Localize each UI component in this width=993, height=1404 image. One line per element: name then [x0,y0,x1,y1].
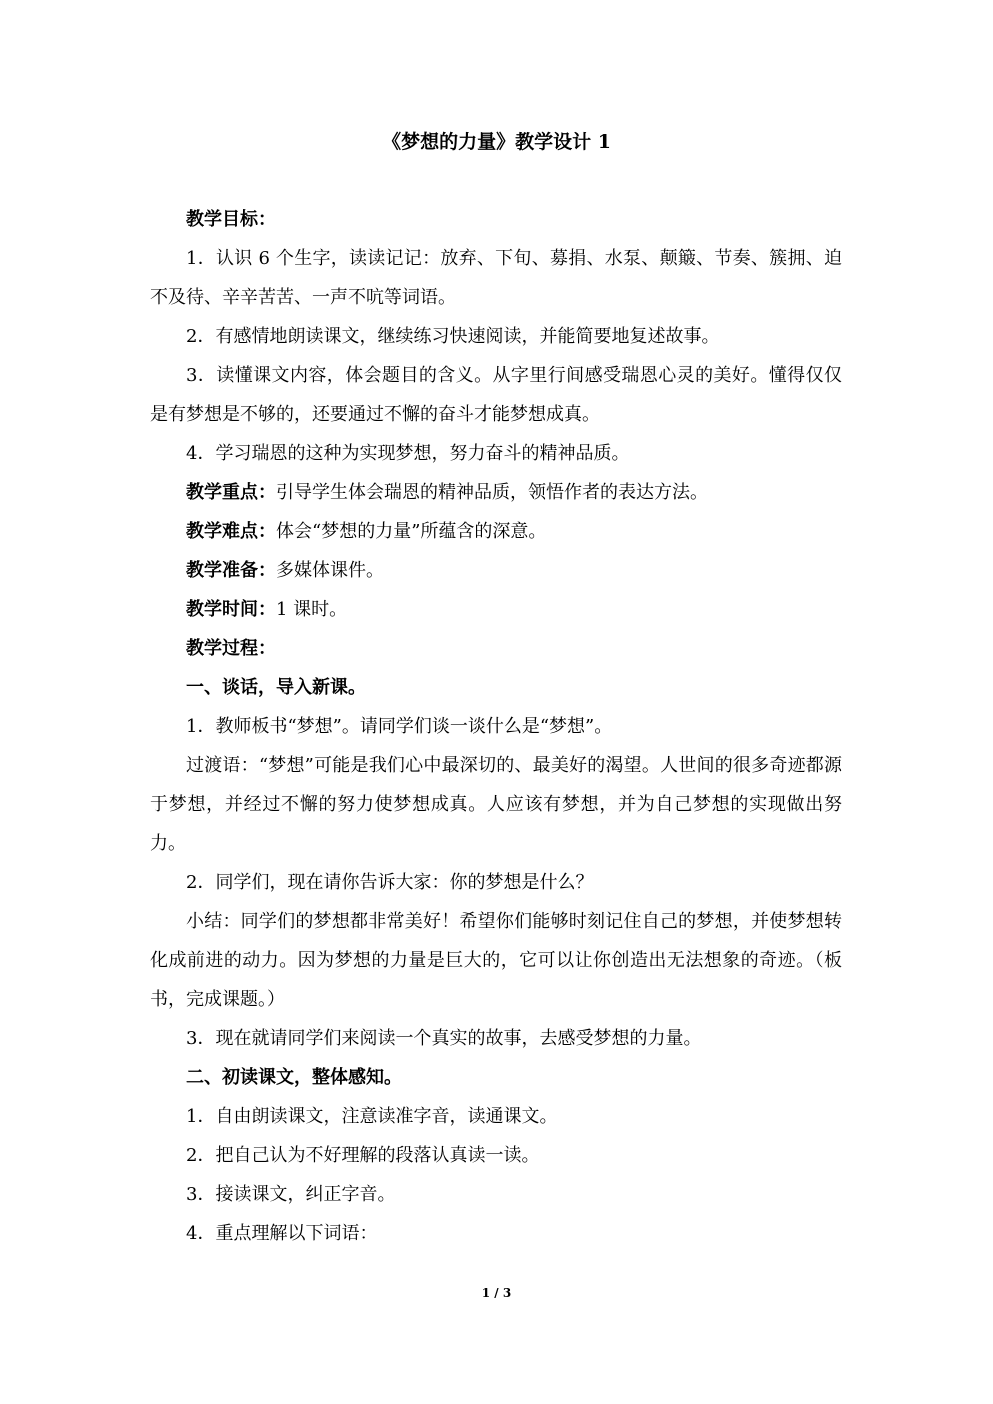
difficulty-label: 教学难点： [186,521,276,542]
list-item: 1．自由朗读课文，注意读准字音，读通课文。 [186,1106,558,1127]
paragraph: 过渡语：“梦想”可能是我们心中最深切的、最美好的渴望。人世间的很多奇迹都源于梦想，并经过不懈的努力使梦想成真。人应该有梦想，并为自己梦想的实现做出努力。 [150,755,842,854]
preparation-line [150,551,842,590]
preparation-text: 多媒体课件。 [276,560,384,581]
page-number: 1 / 3 [481,1286,512,1300]
paragraph: 2．同学们，现在请你告诉大家：你的梦想是什么？ [186,872,594,893]
list-item: 4．重点理解以下词语： [186,1223,378,1244]
preparation-label: 教学准备： [186,560,276,581]
page-title: 《梦想的力量》教学设计 1 [382,131,611,153]
duration-label: 教学时间： [186,599,276,620]
key-point-line [150,473,842,512]
list-item: 2．把自己认为不好理解的段落认真读一读。 [186,1145,540,1166]
goal-item: 2．有感情地朗读课文，继续练习快速阅读，并能简要地复述故事。 [186,326,720,347]
paragraph: 1．教师板书“梦想”。请同学们谈一谈什么是“梦想”。 [186,716,613,737]
goals-heading: 教学目标： [186,209,276,230]
paragraph: 小结：同学们的梦想都非常美好！希望你们能够时刻记住自己的梦想，并使梦想转化成前进的动力。因为梦想的力量是巨大的，它可以让你创造出无法想象的奇迹。（板书，完成课题。） [150,911,842,1010]
goal-item: 3．读懂课文内容，体会题目的含义。从字里行间感受瑞恩心灵的美好。懂得仅仅是有梦想是不够的，还要通过不懈的奋斗才能梦想成真。 [150,365,842,425]
goal-item: 1．认识 6 个生字，读读记记：放弃、下旬、募捐、水泵、颠簸、节奏、簇拥、迫不及待、辛辛苦苦、一声不吭等词语。 [150,248,842,308]
difficulty-text: 体会“梦想的力量”所蕴含的深意。 [276,521,547,542]
document-body [150,200,842,1253]
process-heading: 教学过程： [186,638,276,659]
list-item: 3．接读课文，纠正字音。 [186,1184,396,1205]
key-point-text: 引导学生体会瑞恩的精神品质，领悟作者的表达方法。 [276,482,708,503]
goal-item: 4．学习瑞恩的这种为实现梦想，努力奋斗的精神品质。 [186,443,630,464]
paragraph: 3．现在就请同学们来阅读一个真实的故事，去感受梦想的力量。 [186,1028,702,1049]
duration-line [150,590,842,629]
section-heading: 二、初读课文，整体感知。 [186,1067,402,1088]
duration-text: 1 课时。 [276,599,348,620]
difficulty-line [150,512,842,551]
section-heading: 一、谈话，导入新课。 [186,677,366,698]
key-point-label: 教学重点： [186,482,276,503]
